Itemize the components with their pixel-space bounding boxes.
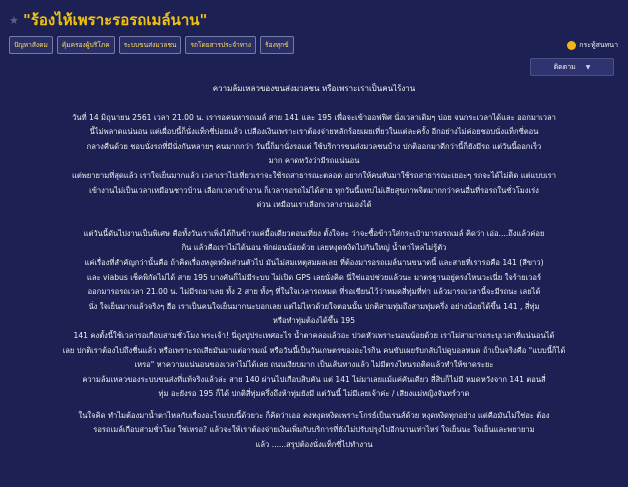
post-line: มาก คาดหวังว่ามีรถแน่นอน [268,156,360,166]
post-line: กิน แล้วคือเราไม่ได้นอน พักผ่อนน้อยด้วย เลยหงุดหงิดไปกันใหญ่ น้ำตาไหลไม่รู้ตัว [181,243,447,253]
post-line: รอรถเมล์เกือบสามชั่วโมง ใช่เหรอ? แล้วจะให้เราต้องจ่ายเงินเพิ่มกับบริการที่ยังไม่ปรับปรุงไปอีกนานเท่าไหร่ ใจเย็นนะ ใจเย็นและพยายาม [93,425,535,435]
post-line: เข้างานไม่เป็นเวลาเหมือนชาวบ้าน เลือกเวลาเข้างาน ก็เวลารอรถไม่ได้สาย ทุกวันนี้แทบไม่เสียสุขภาพจิตมากกว่าคนอื่นที่รอรถในชั่วโมงเร่ง [89,185,539,195]
post-line: 141 คงตั้งนี้ใช้เวลารอเกือบสามชั่วโมง พระเจ้า! นี่ถูงปูประเทศอะไร น้ำตาคลอแล้วอะ ปวดหัวเพราะนอนน้อยด้วย เราไม่สามารถระบุเวลาที่แน่นอนได้ [73,330,555,340]
paragraph-gap [14,213,614,227]
post-heading: ความล้มเหลวของขนส่งมวลชน หรือเพราะเราเป็นคนไร้งาน [212,84,416,93]
post-line: ด่วน เหมือนเราเลือกเวลางานเองได้ [256,200,372,210]
post-line: นั่ง ใจเย็นมากแล้วจริงๆ ฮือ เราเป็นคนใจเย็นมากนะบอกเลย แต่ไม่ไหวด้วยใจตอนนั้น ปกติสามทุ่มถึงสามทุ่มครึ่ง อย่างน้อยได้ขึ้น 141 , สี่ทุ่ม [88,301,540,311]
tag-bus[interactable]: รถโดยสารประจำทาง [185,36,256,54]
tag-list [9,36,619,54]
post-line: เหรอ" หาความแน่นอนของเวลาไม่ได้เลย ถนนเงียบมาก เป็นเส้นทางแล้ว ไม่มีตรงไหนรถติดแล้วทำให้ขาดระยะ [134,360,494,370]
post-line: แล้ว ......สรุปต้องนั่งแท็กซี่ไปทำงาน [255,440,373,450]
tag-consumer-protection[interactable]: คุ้มครองผู้บริโภค [57,36,115,54]
tag-complaint[interactable]: ร้องทุกข์ [260,36,294,54]
post-body [14,82,614,453]
post-type-label [567,40,618,51]
post-line: แค่เรื่องที่สำคัญกว่านั้นคือ ถ้าคิดเรื่องหงุดหงิดส่วนตัวไป มันไม่สมเหตุสมผลเลย ที่ต้องมารอรถเมล์นานขนาดนี้ และสายที่เรารอคือ 141 (สีขาว) [84,257,544,267]
post-line: ออกมารอรถเวลา 21.00 น. ไม่มีรถมาเลย ทั้ง 2 สาย ทั้งๆ ที่ในใจเวลารถหมด ที่รอเขียนไว้ว่าหมดสี่ทุ่มที่ท่า แล้วมารถเวลานี้จะมีรถนะ เลยได้ [87,287,541,297]
post-line: เลย ปกติเราต้องไปถึงชื่นแล้ว หรือเพราะรถเสียมันมาแต่อารมณ์ หรือวันนี้เป็นวันเกษตรของอะไรกิน คนขับเผยรับกลับไปดูบอลหมด ถ้าเป็นจริงคือ "แบบนี้ก็ได้ [62,345,566,355]
paragraph-gap [14,402,614,409]
post-line: ในใจคิด ทำไมต้องมาน้ำตาไหลกับเรื่องอะไรแบบนี้ด้วยวะ ก็คิดว่าเออ คงหงุดหงิดเพราะโกรธ์เป็นเรนส์ด้วย หงุดหงิดทุกอย่าง แต่คือมันไม่ใช่อะ ต้อง [78,410,550,420]
post-line: วันที่ 14 มิถุนายน 2561 เวลา 21.00 น. เรารอคนหารถเมล์ สาย 141 และ 195 เพื่อจะเข้าออฟฟิศ นั่งเวลาเดิมๆ บ่อย จนกระเวลาได้และ ออกมาเวลา [72,112,556,122]
star-icon[interactable]: ★ [9,13,19,27]
post-line: และ viabus เช็คพิกัดไม่ได้ สาย 195 บางคันก็ไม่มีระบบ ไม่เปิด GPS เลยนั่งคิด นี่ใช่แอปช่วยแล้วนะ มาตรฐานอยู่ตรงไหนวะเนี่ย ใจร้ายเวอร์ [86,272,542,282]
post-line: ทุ่ม อะยังรอ 195 ก็ได้ ปกติสี่ทุ่มครึ่งถึงห้าทุ่มยังมี แต่วันนี้ ไม่มีเลยเจ้าค่ะ / เสียงแม่หญิงจันทร์วาด [158,389,470,399]
chevron-down-icon: ▼ [585,63,591,71]
post-line: แต่พยายามที่สุดแล้ว เราใจเย็นมากแล้ว เวลาเราไปเที่ยวเราจะใช้รถสาธารณะตลอด อยากให้คนหันมาใช้รถสาธารณะเยอะๆ รถจะได้ไม่ติด แต่แบบเรา [71,170,557,180]
post-line: หรือทำทุ่มต้องได้ขึ้น 195 [272,316,356,326]
post-line: แต่วันนี้ดันไปงานเป็นพิเศษ คือทั้งวันเราเพิ่งได้กินข้าวแค่มื้อเดียวตอนเที่ยง ตั้งใจละ ว่าจะซื้อข้าวใส่กระเป๋ามารอรถเมล์ คิดว่า เอ่อ....ถึงแล้วค่อย [83,228,545,238]
tag-social-problem[interactable]: ปัญหาสังคม [9,36,53,54]
post-line: ความล้มเหลวของระบบขนส่งที่แท้จริงแล้วล่ะ สาย 140 ผ่านไปเกือบสิบคัน แต่ 141 ไม่มาเลยแม้แค่คันเดียว สี่สิบก็ไม่มี หมดหวังจาก 141 ตอนสี่ [82,374,546,384]
discussion-icon [567,41,576,50]
title-row [9,0,619,30]
post-line: กลางคืนด้วย ชอบนั่งรถที่มีนั่งกันหลายๆ คนมากกว่า วันนี้ก็มานั่งรอแต่ ใช้บริการขนส่งมวลชนบ้าง ปกติออกมาดีกว่านี้ก็ยังมีรถ แต่วันนี้ออกเร็ว [86,141,542,151]
tag-public-transport[interactable]: ระบบขนส่งมวลชน [119,36,182,54]
follow-button[interactable] [530,58,614,76]
follow-label: ติดตาม [553,62,576,71]
post-type-text: กระทู้สนทนา [579,41,618,49]
page-title: "ร้องไห้เพราะรอรถเมล์นาน" [23,11,208,29]
post-line: นี้ไม่พลาดแน่นอน แต่เผื่อบนี้ก็นั่งแท็กซี่บ่อยแล้ว เปลืองเงินเพราะเราต้องจ่ายหลักร้อยเผยเที่ยวในแต่ละครั้ง อีกอย่างไม่ค่อยชอบนั่งแท็กซี่ตอน [89,127,539,137]
